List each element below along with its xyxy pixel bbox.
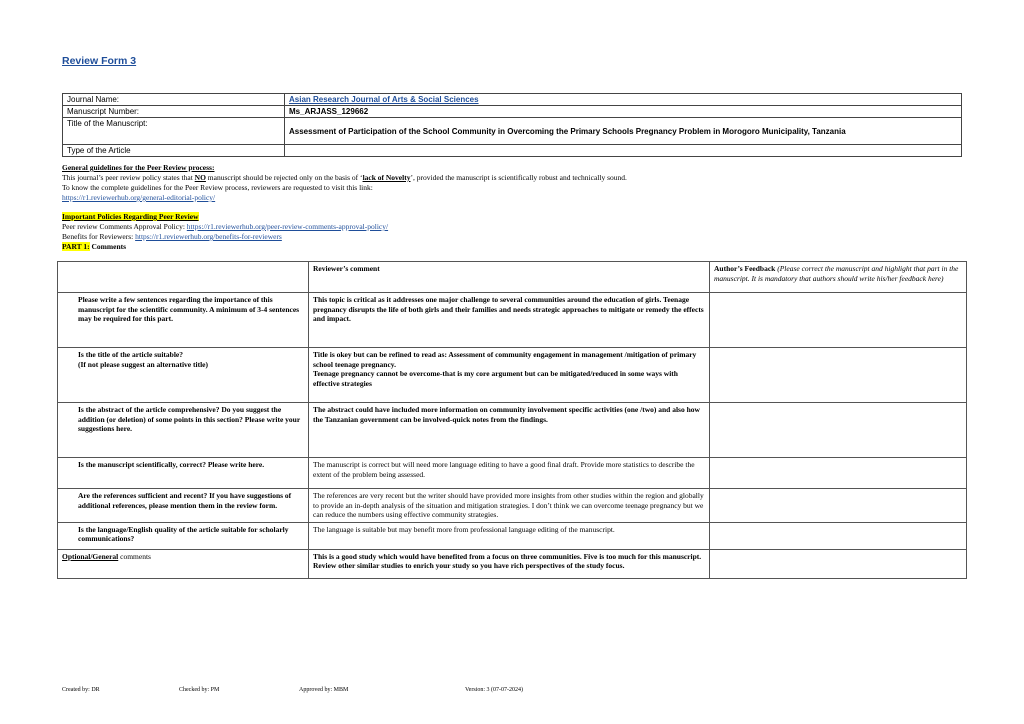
manuscript-info-table (62, 93, 962, 157)
optional-label-rest: comments (118, 551, 151, 561)
part-title: Comments (89, 242, 127, 251)
comments-policy-line (62, 222, 962, 232)
author-feedback-cell[interactable] (710, 293, 967, 348)
policies-heading: Important Policies Regarding Peer Review (62, 212, 199, 221)
author-feedback-cell[interactable] (710, 403, 967, 458)
reviewer-comment-cell: The manuscript is correct but will need more language editing to have a good final draft. Provide more statistics to describe the extent of the problem being assessed. (309, 458, 710, 489)
author-feedback-cell[interactable] (710, 522, 967, 549)
manuscript-number-label: Manuscript Number: (63, 106, 285, 118)
optional-feedback-cell[interactable] (710, 549, 967, 578)
article-type-value (285, 145, 962, 157)
reviewer-comment-header: Reviewer’s comment (309, 262, 710, 293)
author-feedback-header-note: (Please correct the manuscript and highlight that part in the manuscript. It is mandatory that authors should write his/her feedback here) (714, 264, 959, 283)
comments-table (57, 261, 967, 579)
footer-version: Version: 3 (07-07-2024) (465, 687, 523, 693)
manuscript-title-value: Assessment of Participation of the School Community in Overcoming the Primary Schools Pregnancy Problem in Morogoro Municipality, Tanzania (285, 118, 962, 145)
form-title: Review Form 3 (62, 55, 137, 67)
comment-row (58, 348, 967, 403)
comments-header-row (58, 262, 967, 293)
journal-name-link[interactable]: Asian Research Journal of Arts & Social Sciences (289, 95, 479, 104)
footer-checked: Checked by: PM (179, 687, 220, 693)
guidelines-heading: General guidelines for the Peer Review process: (62, 163, 215, 172)
reviewer-comment-cell: The references are very recent but the writer should have provided more insights from other studies within the region and globally to provide an in-depth analysis of the situation and mitigation strategies. I don’t think we can overcome teenage pregnancy but we can reduce the numbers using effective community strategies. (309, 489, 710, 523)
question-cell: Are the references sufficient and recent? If you have suggestions of additional references, please mention them in the review form. (58, 489, 309, 523)
comment-row (58, 293, 967, 348)
part-heading (62, 242, 962, 252)
author-feedback-cell[interactable] (710, 458, 967, 489)
benefits-link[interactable]: https://r1.reviewerhub.org/benefits-for-reviewers (135, 232, 282, 241)
policy-no: NO (194, 173, 206, 182)
journal-name-row (63, 94, 962, 106)
author-feedback-cell[interactable] (710, 348, 967, 403)
comment-row (58, 489, 967, 523)
comments-policy-label: Peer review Comments Approval Policy: (62, 222, 187, 231)
header-empty-cell (58, 262, 309, 293)
guidelines-section (62, 163, 962, 252)
policy-statement (62, 173, 962, 183)
optional-comment-cell: This is a good study which would have benefited from a focus on three communities. Five is too much for this manuscript. Review other similar studies to enrich your study so you have rich perspectives of the study focus. (309, 549, 710, 578)
part-label: PART 1: (62, 242, 90, 251)
policy-mid: manuscript should be rejected only on the basis of ‘ (205, 173, 363, 182)
manuscript-title-row (63, 118, 962, 145)
visit-text: To know the complete guidelines for the Peer Review process, reviewers are requested to visit this link: (62, 183, 373, 192)
optional-comments-row (58, 549, 967, 578)
footer-created: Created by: DR (62, 687, 100, 693)
reviewer-comment-cell: This topic is critical as it addresses one major challenge to several communities around the education of girls. Teenage pregnancy disrupts the life of both girls and their families and needs strategic approaches to mitigate or remedy the effects and impact. (309, 293, 710, 348)
question-cell: Is the language/English quality of the article suitable for scholarly communications? (58, 522, 309, 549)
comment-row (58, 458, 967, 489)
comment-row (58, 522, 967, 549)
question-cell: Is the title of the article suitable? (If not please suggest an alternative title) (58, 348, 309, 403)
manuscript-title-label: Title of the Manuscript: (63, 118, 285, 145)
optional-label-cell (58, 549, 309, 578)
guidelines-link[interactable]: https://r1.reviewerhub.org/general-editorial-policy/ (62, 193, 216, 202)
comments-policy-link[interactable]: https://r1.reviewerhub.org/peer-review-comments-approval-policy/ (186, 222, 389, 231)
question-cell: Please write a few sentences regarding the importance of this manuscript for the scientific community. A minimum of 3-4 sentences may be required for this part. (58, 293, 309, 348)
reviewer-comment-cell: The language is suitable but may benefit more from professional language editing of the manuscript. (309, 522, 710, 549)
policy-prefix: This journal’s peer review policy states that (62, 173, 195, 182)
manuscript-number-value: Ms_ARJASS_129662 (285, 106, 962, 118)
journal-name-label: Journal Name: (63, 94, 285, 106)
author-feedback-header (710, 262, 967, 293)
manuscript-number-row (63, 106, 962, 118)
article-type-row (63, 145, 962, 157)
optional-label-underlined: Optional/General (62, 551, 119, 561)
author-feedback-header-bold: Author’s Feedback (714, 264, 776, 273)
comment-row (58, 403, 967, 458)
benefits-label: Benefits for Reviewers: (62, 232, 136, 241)
reviewer-comment-cell: Title is okey but can be refined to read as: Assessment of community engagement in management /mitigation of primary school teenage pregnancy. Teenage pregnancy cannot be overcome-that is my core argument but can be mitigated/reduced in some ways with effective strategies (309, 348, 710, 403)
policy-suffix: ’, provided the manuscript is scientifically robust and technically sound. (410, 173, 627, 182)
author-feedback-cell[interactable] (710, 489, 967, 523)
article-type-label: Type of the Article (63, 145, 285, 157)
benefits-line (62, 232, 962, 242)
question-cell: Is the abstract of the article comprehensive? Do you suggest the addition (or deletion) of some points in this section? Please write your suggestions here. (58, 403, 309, 458)
reviewer-comment-cell: The abstract could have included more information on community involvement specific activities (one /two) and also how the Tanzanian government can be involved-quick notes from the findings. (309, 403, 710, 458)
footer-approved: Approved by: MBM (299, 687, 349, 693)
question-cell: Is the manuscript scientifically, correct? Please write here. (58, 458, 309, 489)
policy-novelty: lack of Novelty (362, 173, 411, 182)
